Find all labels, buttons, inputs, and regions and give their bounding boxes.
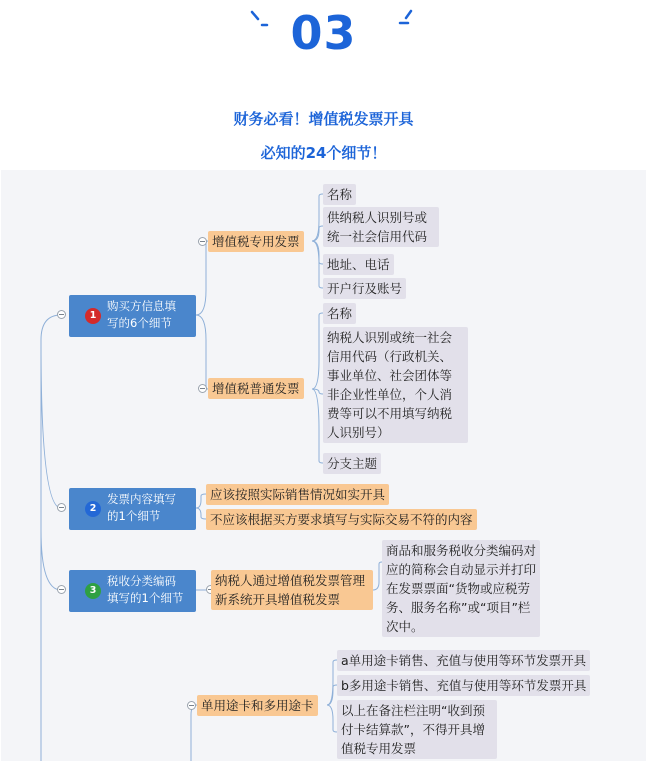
badge-1-icon: 1 [85,308,101,324]
leaf-ordinary-branch[interactable]: 分支主题 [323,453,381,474]
main-node-buyer-info[interactable] [69,295,196,337]
section-number: 03 [290,6,357,60]
leaf-ordinary-taxid[interactable]: 纳税人识别或统一社会信用代码（行政机关、事业单位、社会团体等非企业性单位，个人消费等可以不用填写纳税人识别号） [323,327,468,443]
topic-no-false-content[interactable]: 不应该根据买方要求填写与实际交易不符的内容 [206,509,477,530]
main-node-label-line1: 购买方信息填 [107,299,176,313]
collapse-toggle-node3[interactable] [57,585,66,594]
main-node-label-line2: 的1个细节 [107,509,161,523]
leaf-multi-use-card[interactable]: b多用途卡销售、充值与使用等环节发票开具 [337,675,590,696]
main-node-label-line1: 税收分类编码 [107,574,176,588]
leaf-special-name[interactable]: 名称 [323,184,356,205]
main-node-label-line2: 填写的1个细节 [107,591,184,605]
main-node-label-line2: 写的6个细节 [107,316,172,330]
main-node-tax-code[interactable] [69,570,196,612]
topic-truthful-invoice[interactable]: 应该按照实际销售情况如实开具 [206,484,389,505]
page-title-line1: 财务必看！增值税发票开具 [233,110,414,128]
leaf-special-bank[interactable]: 开户行及账号 [323,278,406,299]
topic-prepaid-card[interactable]: 单用途卡和多用途卡 [197,695,318,716]
topic-ordinary-invoice[interactable]: 增值税普通发票 [208,378,304,399]
page-title-line2: 必知的24个细节！ [260,144,387,162]
leaf-special-taxid[interactable]: 供纳税人识别号或统一社会信用代码 [323,207,439,247]
badge-3-icon: 3 [85,583,101,599]
collapse-toggle-special[interactable] [198,237,207,246]
leaf-special-address[interactable]: 地址、电话 [323,254,394,275]
leaf-ordinary-name[interactable]: 名称 [323,303,356,324]
leaf-code-detail[interactable]: 商品和服务税收分类编码对应的简称会自动显示并打印在发票票面“货物或应税劳务、服务名称”或“项目”栏次中。 [382,540,540,637]
main-node-label-line1: 发票内容填写 [107,492,176,506]
leaf-prepaid-note[interactable]: 以上在备注栏注明“收到预付卡结算款”，不得开具增值税专用发票 [337,700,497,759]
collapse-toggle-node1[interactable] [57,310,66,319]
leaf-single-use-card[interactable]: a单用途卡销售、充值与使用等环节发票开具 [337,650,590,671]
mindmap-canvas [1,170,646,761]
collapse-toggle-prepaid-card[interactable] [187,701,196,710]
collapse-toggle-node2[interactable] [57,503,66,512]
badge-2-icon: 2 [85,501,101,517]
topic-special-invoice[interactable]: 增值税专用发票 [208,231,304,252]
main-node-invoice-content[interactable] [69,488,196,530]
collapse-toggle-ordinary[interactable] [198,384,207,393]
topic-taxpayer-system[interactable]: 纳税人通过增值税发票管理新系统开具增值税发票 [211,570,373,610]
